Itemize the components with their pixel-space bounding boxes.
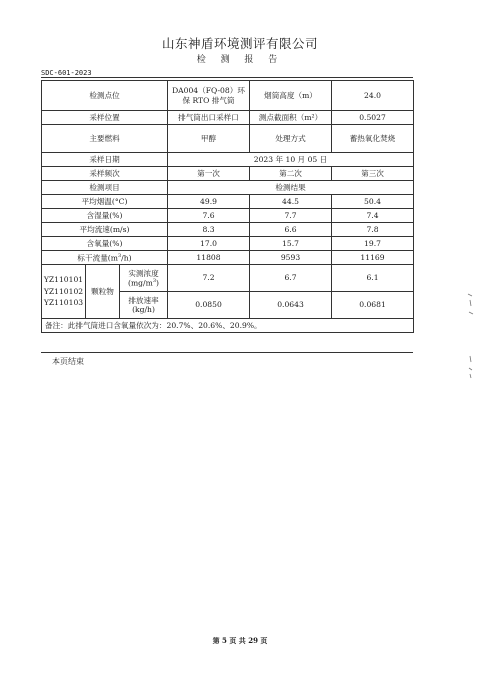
- item-label: 检测项目: [42, 181, 168, 195]
- conc-value-3: 6.1: [332, 265, 414, 292]
- treatment-label: 处理方式: [250, 125, 332, 153]
- table-row: [42, 251, 414, 265]
- binding-marks-icon: [464, 290, 478, 380]
- freq-2: 第二次: [250, 167, 332, 181]
- rate-value-1: 0.0850: [168, 292, 250, 319]
- moisture-value-3: 7.4: [332, 209, 414, 223]
- table-row: [42, 81, 414, 111]
- table-row: [42, 319, 414, 333]
- table-row: [42, 195, 414, 209]
- table-row: [42, 125, 414, 153]
- oxygen-label: 含氧量(%): [42, 237, 168, 251]
- section-area-label: 测点截面积（m²）: [250, 111, 332, 125]
- particulate-label: 颗粒物: [86, 265, 120, 319]
- freq-3: 第三次: [332, 167, 414, 181]
- table-row: [42, 153, 414, 167]
- velocity-value-1: 8.3: [168, 223, 250, 237]
- temp-value-1: 49.9: [168, 195, 250, 209]
- velocity-label: 平均流速(m/s): [42, 223, 168, 237]
- stack-height-label: 烟筒高度（m）: [250, 81, 332, 111]
- conc-value-1: 7.2: [168, 265, 250, 292]
- header-rule: [41, 77, 413, 78]
- table-row: [42, 167, 414, 181]
- conc-value-2: 6.7: [250, 265, 332, 292]
- table-row: [42, 237, 414, 251]
- table-row: [42, 209, 414, 223]
- temp-value-3: 50.4: [332, 195, 414, 209]
- sampling-pos-label: 采样位置: [42, 111, 168, 125]
- freq-1: 第一次: [168, 167, 250, 181]
- temp-label: 平均烟温(°C): [42, 195, 168, 209]
- date-value: 2023 年 10 月 05 日: [168, 153, 414, 167]
- end-of-page-text: 本页结束: [52, 357, 84, 366]
- flow-value-3: 11169: [332, 251, 414, 265]
- date-label: 采样日期: [42, 153, 168, 167]
- stack-height-value: 24.0: [332, 81, 414, 111]
- flow-value-1: 11808: [168, 251, 250, 265]
- remark-note: 备注：此排气筒进口含氧量依次为：20.7%、20.6%、20.9%。: [42, 319, 414, 333]
- rate-value-2: 0.0643: [250, 292, 332, 319]
- oxygen-value-1: 17.0: [168, 237, 250, 251]
- moisture-value-2: 7.7: [250, 209, 332, 223]
- table-row: [42, 181, 414, 195]
- company-name: 山东神盾环境测评有限公司: [161, 36, 318, 51]
- oxygen-value-2: 15.7: [250, 237, 332, 251]
- moisture-label: 含湿量(%): [42, 209, 168, 223]
- fuel-label: 主要燃料: [42, 125, 168, 153]
- point-label: 检测点位: [42, 81, 168, 111]
- oxygen-value-3: 19.7: [332, 237, 414, 251]
- rate-value-3: 0.0681: [332, 292, 414, 319]
- document-code: SDC-601-2023: [41, 69, 92, 77]
- temp-value-2: 44.5: [250, 195, 332, 209]
- flow-label: 标干流量$(m^3/h)$: [42, 251, 168, 265]
- freq-label: 采样频次: [42, 167, 168, 181]
- results-table: [41, 80, 414, 333]
- flow-value-2: 9593: [250, 251, 332, 265]
- conc-label: 实测浓度 $(mg/m^3)$: [120, 265, 168, 292]
- sampling-pos-value: 排气筒出口采样口: [168, 111, 250, 125]
- fuel-value: 甲醇: [168, 125, 250, 153]
- table-row: [42, 265, 414, 292]
- page-number: 第 5 页 共 29 页: [212, 636, 268, 645]
- report-subtitle: 检 测 报 告: [196, 55, 284, 65]
- velocity-value-3: 7.8: [332, 223, 414, 237]
- moisture-value-1: 7.6: [168, 209, 250, 223]
- result-label: 检测结果: [168, 181, 414, 195]
- table-row: [42, 223, 414, 237]
- table-row: [42, 111, 414, 125]
- treatment-value: 蓄热氧化焚烧: [332, 125, 414, 153]
- point-value: DA004（FQ-08）环保 RTO 排气筒: [168, 81, 250, 111]
- rate-label: 排放速率 (kg/h): [120, 292, 168, 319]
- velocity-value-2: 6.6: [250, 223, 332, 237]
- end-rule: [41, 352, 413, 353]
- sample-ids: YZ110101 YZ110102 YZ110103: [42, 265, 86, 319]
- section-area-value: 0.5027: [332, 111, 414, 125]
